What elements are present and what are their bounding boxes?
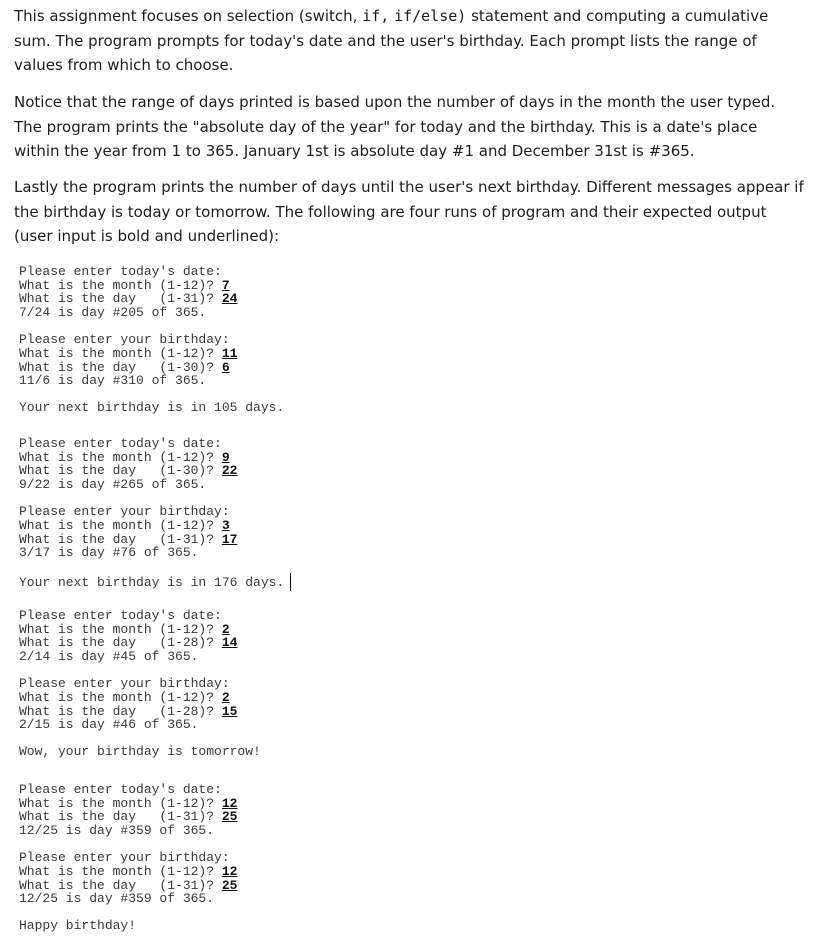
month-prompt: What is the month (1-12)? bbox=[19, 795, 222, 811]
p1-text-before: This assignment focuses on selection (switch, bbox=[14, 7, 363, 25]
day-prompt: What is the day (1-28)? bbox=[19, 703, 222, 719]
user-input-month: 12 bbox=[221, 863, 238, 879]
intro-paragraph-1 bbox=[14, 4, 804, 78]
user-input-day: 15 bbox=[221, 703, 238, 719]
birthday-header: Please enter your birthday: bbox=[19, 504, 230, 520]
birthday-month-line bbox=[19, 865, 237, 879]
user-input-month: 2 bbox=[221, 621, 230, 637]
day-prompt: What is the day (1-30)? bbox=[19, 463, 222, 479]
month-prompt: What is the month (1-12)? bbox=[19, 517, 222, 533]
result-message: Your next birthday is in 176 days. bbox=[19, 574, 285, 590]
today-month-line bbox=[19, 623, 261, 637]
birthday-result: 11/6 is day #310 of 365. bbox=[19, 373, 207, 389]
user-input-day: 25 bbox=[221, 809, 238, 825]
user-input-month: 12 bbox=[221, 795, 238, 811]
today-header: Please enter today's date: bbox=[19, 264, 222, 279]
sample-run-2 bbox=[19, 436, 291, 590]
today-day-line bbox=[19, 464, 291, 478]
month-prompt: What is the month (1-12)? bbox=[19, 689, 222, 705]
birthday-day-line bbox=[19, 705, 261, 719]
birthday-day-line bbox=[19, 533, 291, 547]
sample-run-4 bbox=[19, 783, 237, 932]
birthday-month-line bbox=[19, 347, 284, 361]
month-prompt: What is the month (1-12)? bbox=[19, 621, 222, 637]
result-message: Your next birthday is in 105 days. bbox=[19, 399, 285, 415]
user-input-day: 24 bbox=[221, 291, 238, 307]
today-day-line bbox=[19, 636, 261, 650]
intro-paragraph-3: Lastly the program prints the number of days until the user's next birthday. Different messages appear if the birthday is today or tomorrow. The following are four runs of program and their expected output (user input is bold and underlined): bbox=[14, 178, 804, 245]
birthday-result: 12/25 is day #359 of 365. bbox=[19, 891, 215, 907]
user-input-day: 6 bbox=[221, 359, 230, 375]
birthday-result: 2/15 is day #46 of 365. bbox=[19, 717, 199, 733]
birthday-month-line bbox=[19, 519, 291, 533]
user-input-month: 3 bbox=[221, 517, 230, 533]
month-prompt: What is the month (1-12)? bbox=[19, 863, 222, 879]
today-result: 9/22 is day #265 of 365. bbox=[19, 476, 207, 492]
text-cursor bbox=[290, 573, 291, 591]
month-prompt: What is the month (1-12)? bbox=[19, 277, 222, 293]
birthday-header: Please enter your birthday: bbox=[19, 332, 230, 348]
today-month-line bbox=[19, 279, 284, 293]
today-result: 12/25 is day #359 of 365. bbox=[19, 822, 215, 838]
birthday-month-line bbox=[19, 691, 261, 705]
user-input-month: 11 bbox=[221, 345, 238, 361]
day-prompt: What is the day (1-30)? bbox=[19, 359, 222, 375]
today-header: Please enter today's date: bbox=[19, 782, 222, 797]
user-input-month: 7 bbox=[221, 277, 230, 293]
intro-paragraph-2: Notice that the range of days printed is based upon the number of days in the month the user typed. The program prints the "absolute day of the year" for today and the birthday. This is a date's place within the year from 1 to 365. January 1st is absolute day #1 and December 31st is #365. bbox=[14, 93, 776, 160]
birthday-result: 3/17 is day #76 of 365. bbox=[19, 545, 199, 561]
today-result: 2/14 is day #45 of 365. bbox=[19, 648, 199, 664]
result-message: Happy birthday! bbox=[19, 917, 137, 933]
birthday-day-line bbox=[19, 361, 284, 375]
today-month-line bbox=[19, 451, 291, 465]
user-input-month: 2 bbox=[221, 689, 230, 705]
user-input-month: 9 bbox=[221, 449, 230, 465]
today-month-line bbox=[19, 797, 237, 811]
user-input-day: 17 bbox=[221, 531, 238, 547]
code-if-else: if/else) bbox=[394, 7, 467, 25]
sample-run-1 bbox=[19, 265, 284, 414]
day-prompt: What is the day (1-31)? bbox=[19, 877, 222, 893]
day-prompt: What is the day (1-28)? bbox=[19, 635, 222, 651]
p1-text-after: statement and computing a cumulative sum. The program prompts for today's date and the user's birthday. Each prompt lists the range of values from which to choose. bbox=[14, 7, 769, 74]
today-result: 7/24 is day #205 of 365. bbox=[19, 304, 207, 320]
day-prompt: What is the day (1-31)? bbox=[19, 531, 222, 547]
day-prompt: What is the day (1-31)? bbox=[19, 291, 222, 307]
user-input-day: 22 bbox=[221, 463, 238, 479]
sample-run-3 bbox=[19, 609, 261, 758]
code-if: if, bbox=[362, 7, 390, 25]
month-prompt: What is the month (1-12)? bbox=[19, 449, 222, 465]
result-message: Wow, your birthday is tomorrow! bbox=[19, 743, 261, 759]
birthday-header: Please enter your birthday: bbox=[19, 850, 230, 866]
month-prompt: What is the month (1-12)? bbox=[19, 345, 222, 361]
user-input-day: 25 bbox=[221, 877, 238, 893]
today-day-line bbox=[19, 292, 284, 306]
birthday-day-line bbox=[19, 879, 237, 893]
result-message-line bbox=[19, 573, 291, 590]
user-input-day: 14 bbox=[221, 635, 238, 651]
birthday-header: Please enter your birthday: bbox=[19, 676, 230, 692]
today-header: Please enter today's date: bbox=[19, 608, 222, 623]
today-day-line bbox=[19, 810, 237, 824]
today-header: Please enter today's date: bbox=[19, 436, 222, 451]
day-prompt: What is the day (1-31)? bbox=[19, 809, 222, 825]
